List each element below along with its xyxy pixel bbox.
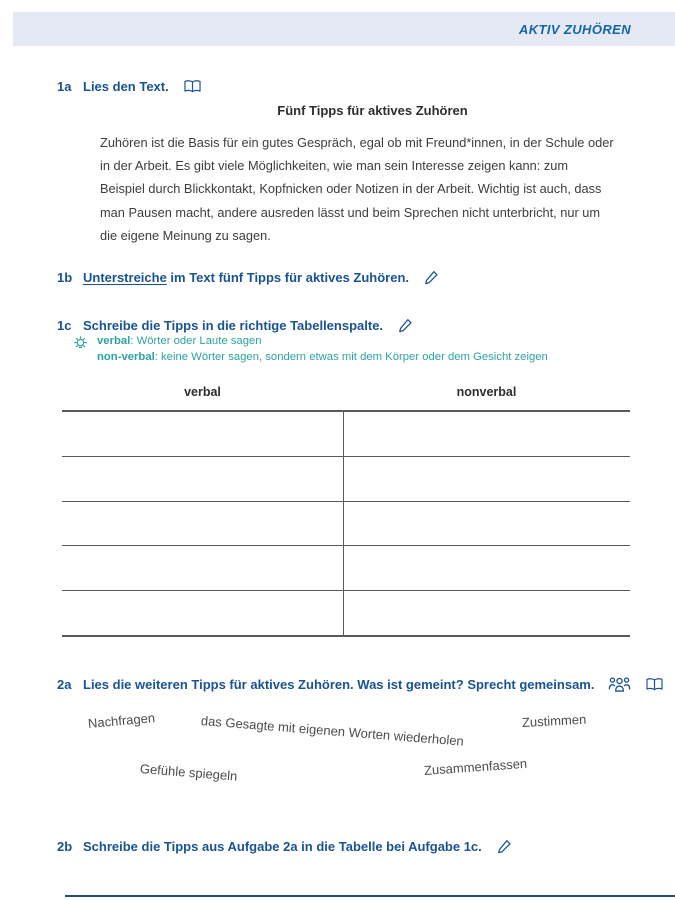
task-number: 2b: [57, 839, 73, 854]
reading-line: in der Arbeit. Es gibt viele Möglichkeiten, wie man sein Interesse zeigen kann: zum: [100, 158, 569, 174]
reading-line: die eigene Meinung zu sagen.: [100, 227, 271, 243]
task-number: 2a: [57, 676, 72, 692]
reading-title: Fünf Tipps für aktives Zuhören: [277, 103, 468, 118]
hint-text: [97, 333, 548, 365]
table-cell-verbal: [62, 591, 343, 635]
underlined-word: Unterstreiche: [83, 270, 167, 285]
task-1b: [57, 269, 440, 286]
table-header-verbal: verbal: [184, 385, 221, 399]
pencil-icon: [496, 838, 513, 855]
task-instruction: Schreibe die Tipps in die richtige Tabellenspalte.: [83, 318, 384, 333]
tip-word: Gefühle spiegeln: [139, 761, 238, 784]
table-row: [62, 591, 630, 635]
page-footer-rule: [65, 895, 675, 897]
hint-verbal-text: : Wörter oder Laute sagen: [130, 335, 262, 347]
tip-word: Zusammenfassen: [423, 755, 528, 778]
hint-box: [72, 333, 548, 365]
reading-line: man Pausen macht, andere ausreden lässt und beim Sprechen nicht unterbricht, nur um: [100, 204, 601, 220]
hint-verbal-label: verbal: [97, 335, 131, 347]
table-cell-nonverbal: [343, 412, 630, 456]
table-cell-nonverbal: [343, 546, 630, 590]
page-header: [13, 12, 675, 46]
table-body: [62, 412, 630, 635]
task-2a: [57, 676, 675, 692]
task-instruction: [83, 270, 409, 285]
tip-word: Nachfragen: [87, 710, 156, 731]
reading-line: Beispiel durch Blickkontakt, Kopfnicken oder Notizen in der Arbeit. Wichtig ist auch, dass: [100, 181, 602, 197]
open-book-icon: [183, 79, 202, 94]
table-cell-nonverbal: [343, 457, 630, 501]
open-book-icon: [645, 677, 664, 692]
hint-nonverbal-text: : keine Wörter sagen, sondern etwas mit dem Körper oder dem Gesicht zeigen: [154, 351, 548, 363]
tip-word: das Gesagte mit eigenen Worten wiederholen: [200, 713, 465, 749]
task-instruction: Lies den Text.: [83, 79, 169, 94]
table-cell-verbal: [62, 457, 343, 501]
table-row: [62, 546, 630, 591]
page-title: AKTIV ZUHÖREN: [518, 21, 631, 37]
task-number: 1b: [57, 270, 73, 285]
task-instruction: Lies die weiteren Tipps für aktives Zuhören. Was ist gemeint? Sprecht gemeinsam.: [83, 676, 595, 692]
reading-body: [100, 131, 648, 247]
table-cell-nonverbal: [343, 591, 630, 635]
table-row: [62, 502, 630, 547]
answer-table: [62, 410, 630, 637]
reading-line: Zuhören ist die Basis für ein gutes Gespräch, egal ob mit Freund*innen, in der Schule oder: [100, 135, 614, 150]
table-header-nonverbal: nonverbal: [456, 385, 517, 399]
table-row: [62, 457, 630, 502]
light-bulb-icon: [72, 335, 89, 365]
hint-nonverbal-label: non-verbal: [97, 351, 155, 363]
table-header-row: [62, 385, 630, 399]
task-1c: [57, 317, 414, 334]
task-number: 1a: [57, 79, 72, 94]
tip-word: Zustimmen: [521, 711, 587, 730]
table-cell-verbal: [62, 502, 343, 546]
pencil-icon: [397, 317, 414, 334]
pencil-icon: [423, 269, 440, 286]
table-cell-verbal: [62, 546, 343, 590]
table-column-divider: [343, 412, 344, 635]
task-number: 1c: [57, 318, 72, 333]
group-icon: [608, 676, 631, 692]
task-instruction: Schreibe die Tipps aus Aufgabe 2a in die Tabelle bei Aufgabe 1c.: [83, 839, 482, 854]
table-cell-verbal: [62, 412, 343, 456]
task-2b: [57, 838, 513, 855]
table-row: [62, 412, 630, 457]
instruction-rest: im Text fünf Tipps für aktives Zuhören.: [166, 270, 410, 285]
table-cell-nonverbal: [343, 502, 630, 546]
task-1a: [57, 79, 202, 94]
